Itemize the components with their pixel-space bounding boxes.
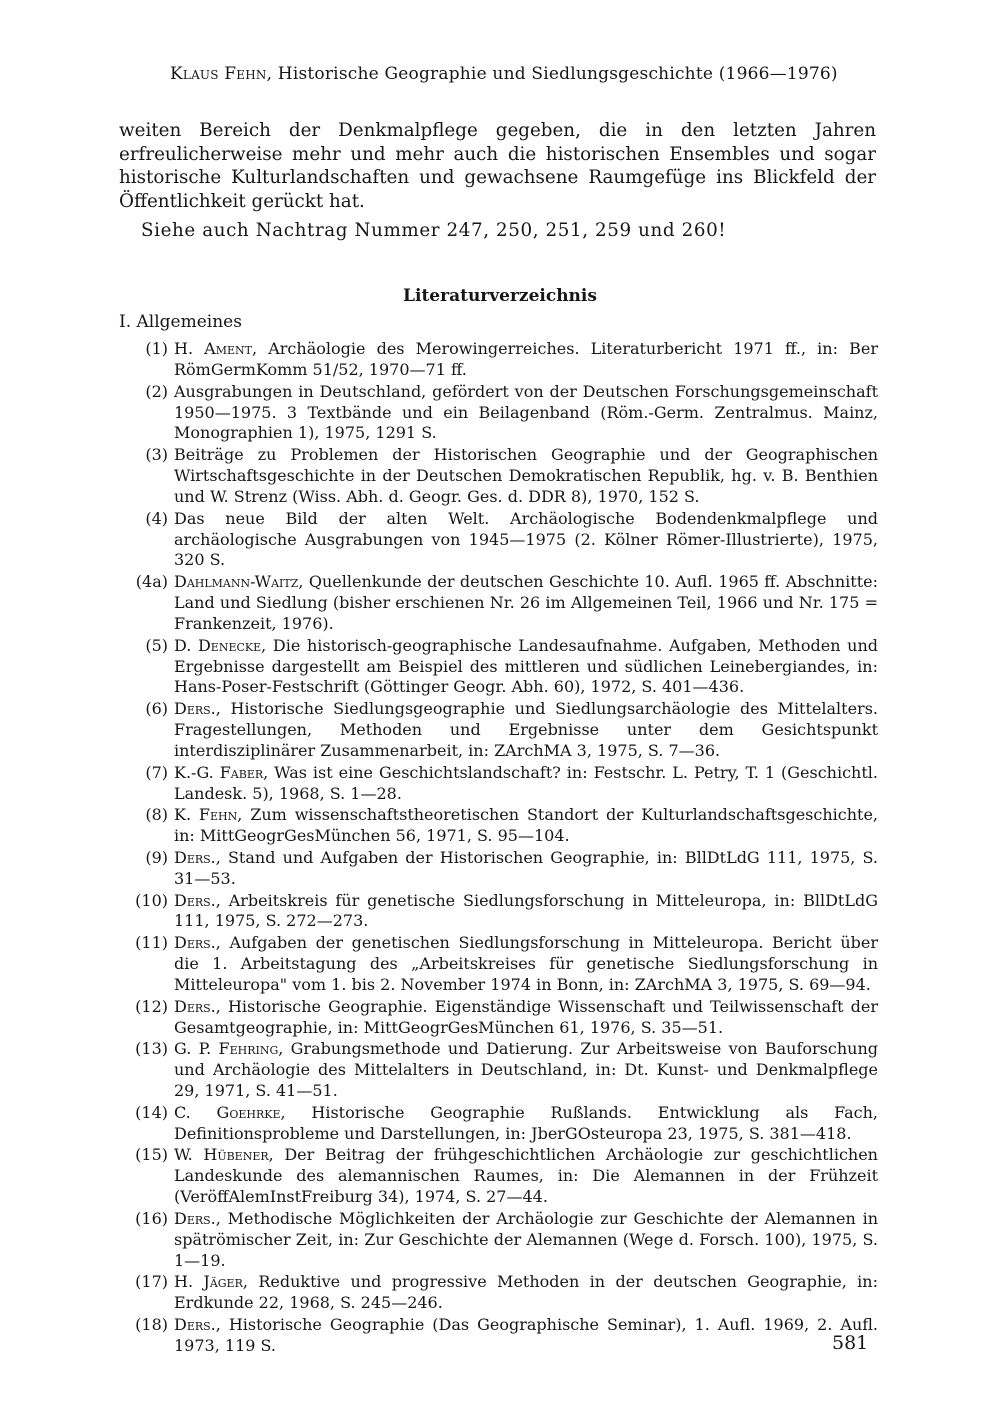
entry-author: G. P. Fehring [174,1039,279,1059]
running-head [170,64,870,84]
entry-citation: , Die historisch-geographische Landesaufnahme. Aufgaben, Methoden und Ergebnisse dargestellt am Beispiel des mittleren und südlichen Leinebergiandes, in: Hans-Poser-Festschrift (Göttinger Geogr. Abh. 60), 1972, S. 401—436. [174,635,879,697]
entry-citation: , Aufgaben der genetischen Siedlungsforschung in Mitteleuropa. Bericht über die 1. Arbeitstagung des „Arbeitskreises für genetische Siedlungsforschung in Mitteleuropa" vom 1. bis 2. November 1974 in Bonn, in: ZArchMA 3, 1975, S. 69—94. [174,933,878,994]
entry-number: (6) [145,699,168,719]
entry-number: (18) [135,1315,168,1335]
entry-citation: , Grabungsmethode und Datierung. Zur Arbeitsweise von Bauforschung und Archäologie des Mittelalters in Deutschland, in: Dt. Kunst- und Denkmalpflege 29, 1971, S. 41—51. [174,1039,879,1101]
entry-text [174,699,878,762]
bibliography-entry [128,636,878,699]
bibliography-entry [128,1145,878,1208]
entry-text [174,1315,878,1357]
running-head-author: Klaus Fehn [170,64,267,84]
entry-text [174,1272,878,1314]
entry-citation: Das neue Bild der alten Welt. Archäologische Bodendenkmalpflege und archäologische Ausgrabungen von 1945—1975 (2. Kölner Römer-Illustrierte), 1975, 320 S. [174,508,878,570]
entry-text [174,509,878,572]
entry-text [174,339,878,381]
entry-author: Ders. [174,699,216,719]
bibliography-entry [128,891,878,933]
entry-number: (8) [145,805,168,825]
entry-text [174,805,878,847]
entry-text [174,572,878,635]
entry-number: (14) [135,1102,168,1122]
entry-author: D. Denecke [174,635,262,655]
entry-citation: , Historische Siedlungsgeographie und Siedlungsarchäologie des Mittelalters. Fragestellungen, Methoden und Ergebnisse unter dem Gesichtspunkt interdisziplinärer Zusammenarbeit, in: ZArchMA 3, 1975, S. 7—36. [174,699,878,760]
bibliography-title: Literaturverzeichnis [403,286,597,306]
entry-citation: , Archäologie des Merowingerreiches. Literaturbericht 1971 ff., in: Ber RömGermKomm 51/52, 1970—71 ff. [174,339,879,379]
bibliography-entry [128,1209,878,1272]
entry-text [174,636,878,699]
entry-author: K. Fehn [174,805,238,825]
entry-author: W. Hübener [174,1145,269,1165]
intro-paragraph: weiten Bereich der Denkmalpflege gegeben, die in den letzten Jahren erfreulicherweise mehr und mehr auch die historischen Ensembles und sogar historische Kulturlandschaften und gewachsene Raumgefüge ins Blickfeld der Öffentlichkeit gerückt hat. [119,120,876,212]
entry-number: (15) [135,1145,168,1165]
entry-text [174,382,878,445]
see-also-note: Siehe auch Nachtrag Nummer 247, 250, 251, 259 und 260! [141,220,727,241]
bibliography-list [128,339,878,1358]
intro-text [119,119,876,243]
entry-citation: Beiträge zu Problemen der Historischen Geographie und der Geographischen Wirtschaftsgeschichte in der Deutschen Demokratischen Republik, hg. v. B. Benthien und W. Strenz (Wiss. Abh. d. Geogr. Ges. d. DDR 8), 1970, 152 S. [174,445,878,506]
entry-author: Ders. [174,890,216,910]
entry-number: (17) [135,1272,168,1292]
entry-author: K.-G. Faber [174,762,264,782]
entry-author: Ders. [174,847,216,867]
entry-number: (12) [135,996,168,1016]
entry-number: (2) [145,381,168,401]
entry-citation: , Historische Geographie (Das Geographische Seminar), 1. Aufl. 1969, 2. Aufl. 1973, 119 S. [174,1315,878,1355]
bibliography-entry [128,848,878,890]
entry-author: Dahlmann-Waitz [174,572,299,592]
entry-text [174,848,878,890]
bibliography-entry [128,509,878,572]
entry-author: C. Goehrke [174,1102,281,1122]
bibliography-entry [128,1039,878,1102]
page-number: 581 [832,1332,869,1354]
entry-citation: Ausgrabungen in Deutschland, gefördert von der Deutschen Forschungsgemeinschaft 1950—1975. 3 Textbände und ein Beilagenband (Röm.-Germ. Zentralmus. Mainz, Monographien 1), 1975, 1291 S. [174,381,878,443]
bibliography-entry [128,1272,878,1314]
bibliography-entry [128,1315,878,1357]
entry-citation: , Was ist eine Geschichtslandschaft? in: Festschr. L. Petry, T. 1 (Geschichtl. Landesk. 5), 1968, S. 1—28. [174,762,878,803]
entry-number: (16) [135,1208,168,1228]
bibliography-entry [128,382,878,445]
entry-number: (1) [145,339,168,358]
entry-citation: , Der Beitrag der frühgeschichtlichen Archäologie zur geschichtlichen Landeskunde des alemannischen Raumes, in: Die Alemannen in der Frühzeit (VeröffAlemInstFreiburg 34), 1974, S. 27—44. [174,1145,878,1207]
entry-author: Ders. [174,1208,216,1228]
entry-citation: , Methodische Möglichkeiten der Archäologie zur Geschichte der Alemannen in spätrömischer Zeit, in: Zur Geschichte der Alemannen (Wege d. Forsch. 100), 1975, S. 1—19. [174,1208,878,1270]
entry-citation: , Quellenkunde der deutschen Geschichte 10. Aufl. 1965 ff. Abschnitte: Land und Siedlung (bisher erschienen Nr. 26 im Allgemeinen Teil, 1966 und Nr. 175 = Frankenzeit, 1976). [174,572,878,633]
bibliography-entry [128,1103,878,1145]
running-head-title: , Historische Geographie und Siedlungsgeschichte (1966—1976) [266,64,838,84]
entry-citation: , Arbeitskreis für genetische Siedlungsforschung in Mitteleuropa, in: BllDtLdG 111, 1975, S. 272—273. [174,890,878,931]
entry-number: (5) [145,635,168,655]
entry-text [174,1103,878,1145]
bibliography-entry [128,805,878,847]
entry-number: (11) [135,933,168,953]
entry-author: Ders. [174,933,216,953]
entry-text [174,1145,878,1208]
bibliography-entry [128,933,878,996]
bibliography-entry [128,997,878,1039]
entry-text [174,891,878,933]
entry-number: (10) [135,890,168,910]
entry-citation: , Historische Geographie. Eigenständige Wissenschaft und Teilwissenschaft der Gesamtgeographie, in: MittGeogrGesMünchen 61, 1976, S. 35—51. [174,996,878,1037]
entry-author: Ders. [174,1315,216,1335]
entry-citation: , Stand und Aufgaben der Historischen Geographie, in: BllDtLdG 111, 1975, S. 31—53. [174,847,878,888]
entry-text [174,763,878,805]
entry-number: (9) [145,847,168,867]
bibliography-entry [128,763,878,805]
entry-author: Ders. [174,996,216,1016]
entry-citation: , Historische Geographie Rußlands. Entwicklung als Fach, Definitionsprobleme und Darstellungen, in: JberGOsteuropa 23, 1975, S. 381—418. [174,1102,879,1143]
entry-number: (3) [145,445,168,465]
entry-text [174,997,878,1039]
entry-number: (4a) [135,572,168,592]
entry-text [174,445,878,508]
entry-number: (4) [145,508,168,528]
entry-text [174,933,878,996]
bibliography-entry [128,699,878,762]
entry-citation: , Reduktive und progressive Methoden in der deutschen Geographie, in: Erdkunde 22, 1968, S. 245—246. [174,1272,878,1313]
entry-author: H. Jäger [174,1272,243,1292]
entry-text [174,1039,878,1102]
bibliography-entry [128,572,878,635]
section-heading: I. Allgemeines [119,312,242,332]
entry-text [174,1209,878,1272]
entry-citation: , Zum wissenschaftstheoretischen Standort der Kulturlandschaftsgeschichte, in: MittGeogrGesMünchen 56, 1971, S. 95—104. [174,805,878,846]
entry-author: H. Ament [174,339,252,358]
bibliography-entry [128,445,878,508]
entry-number: (13) [135,1039,168,1059]
entry-number: (7) [145,762,168,782]
bibliography-entry [128,339,878,381]
